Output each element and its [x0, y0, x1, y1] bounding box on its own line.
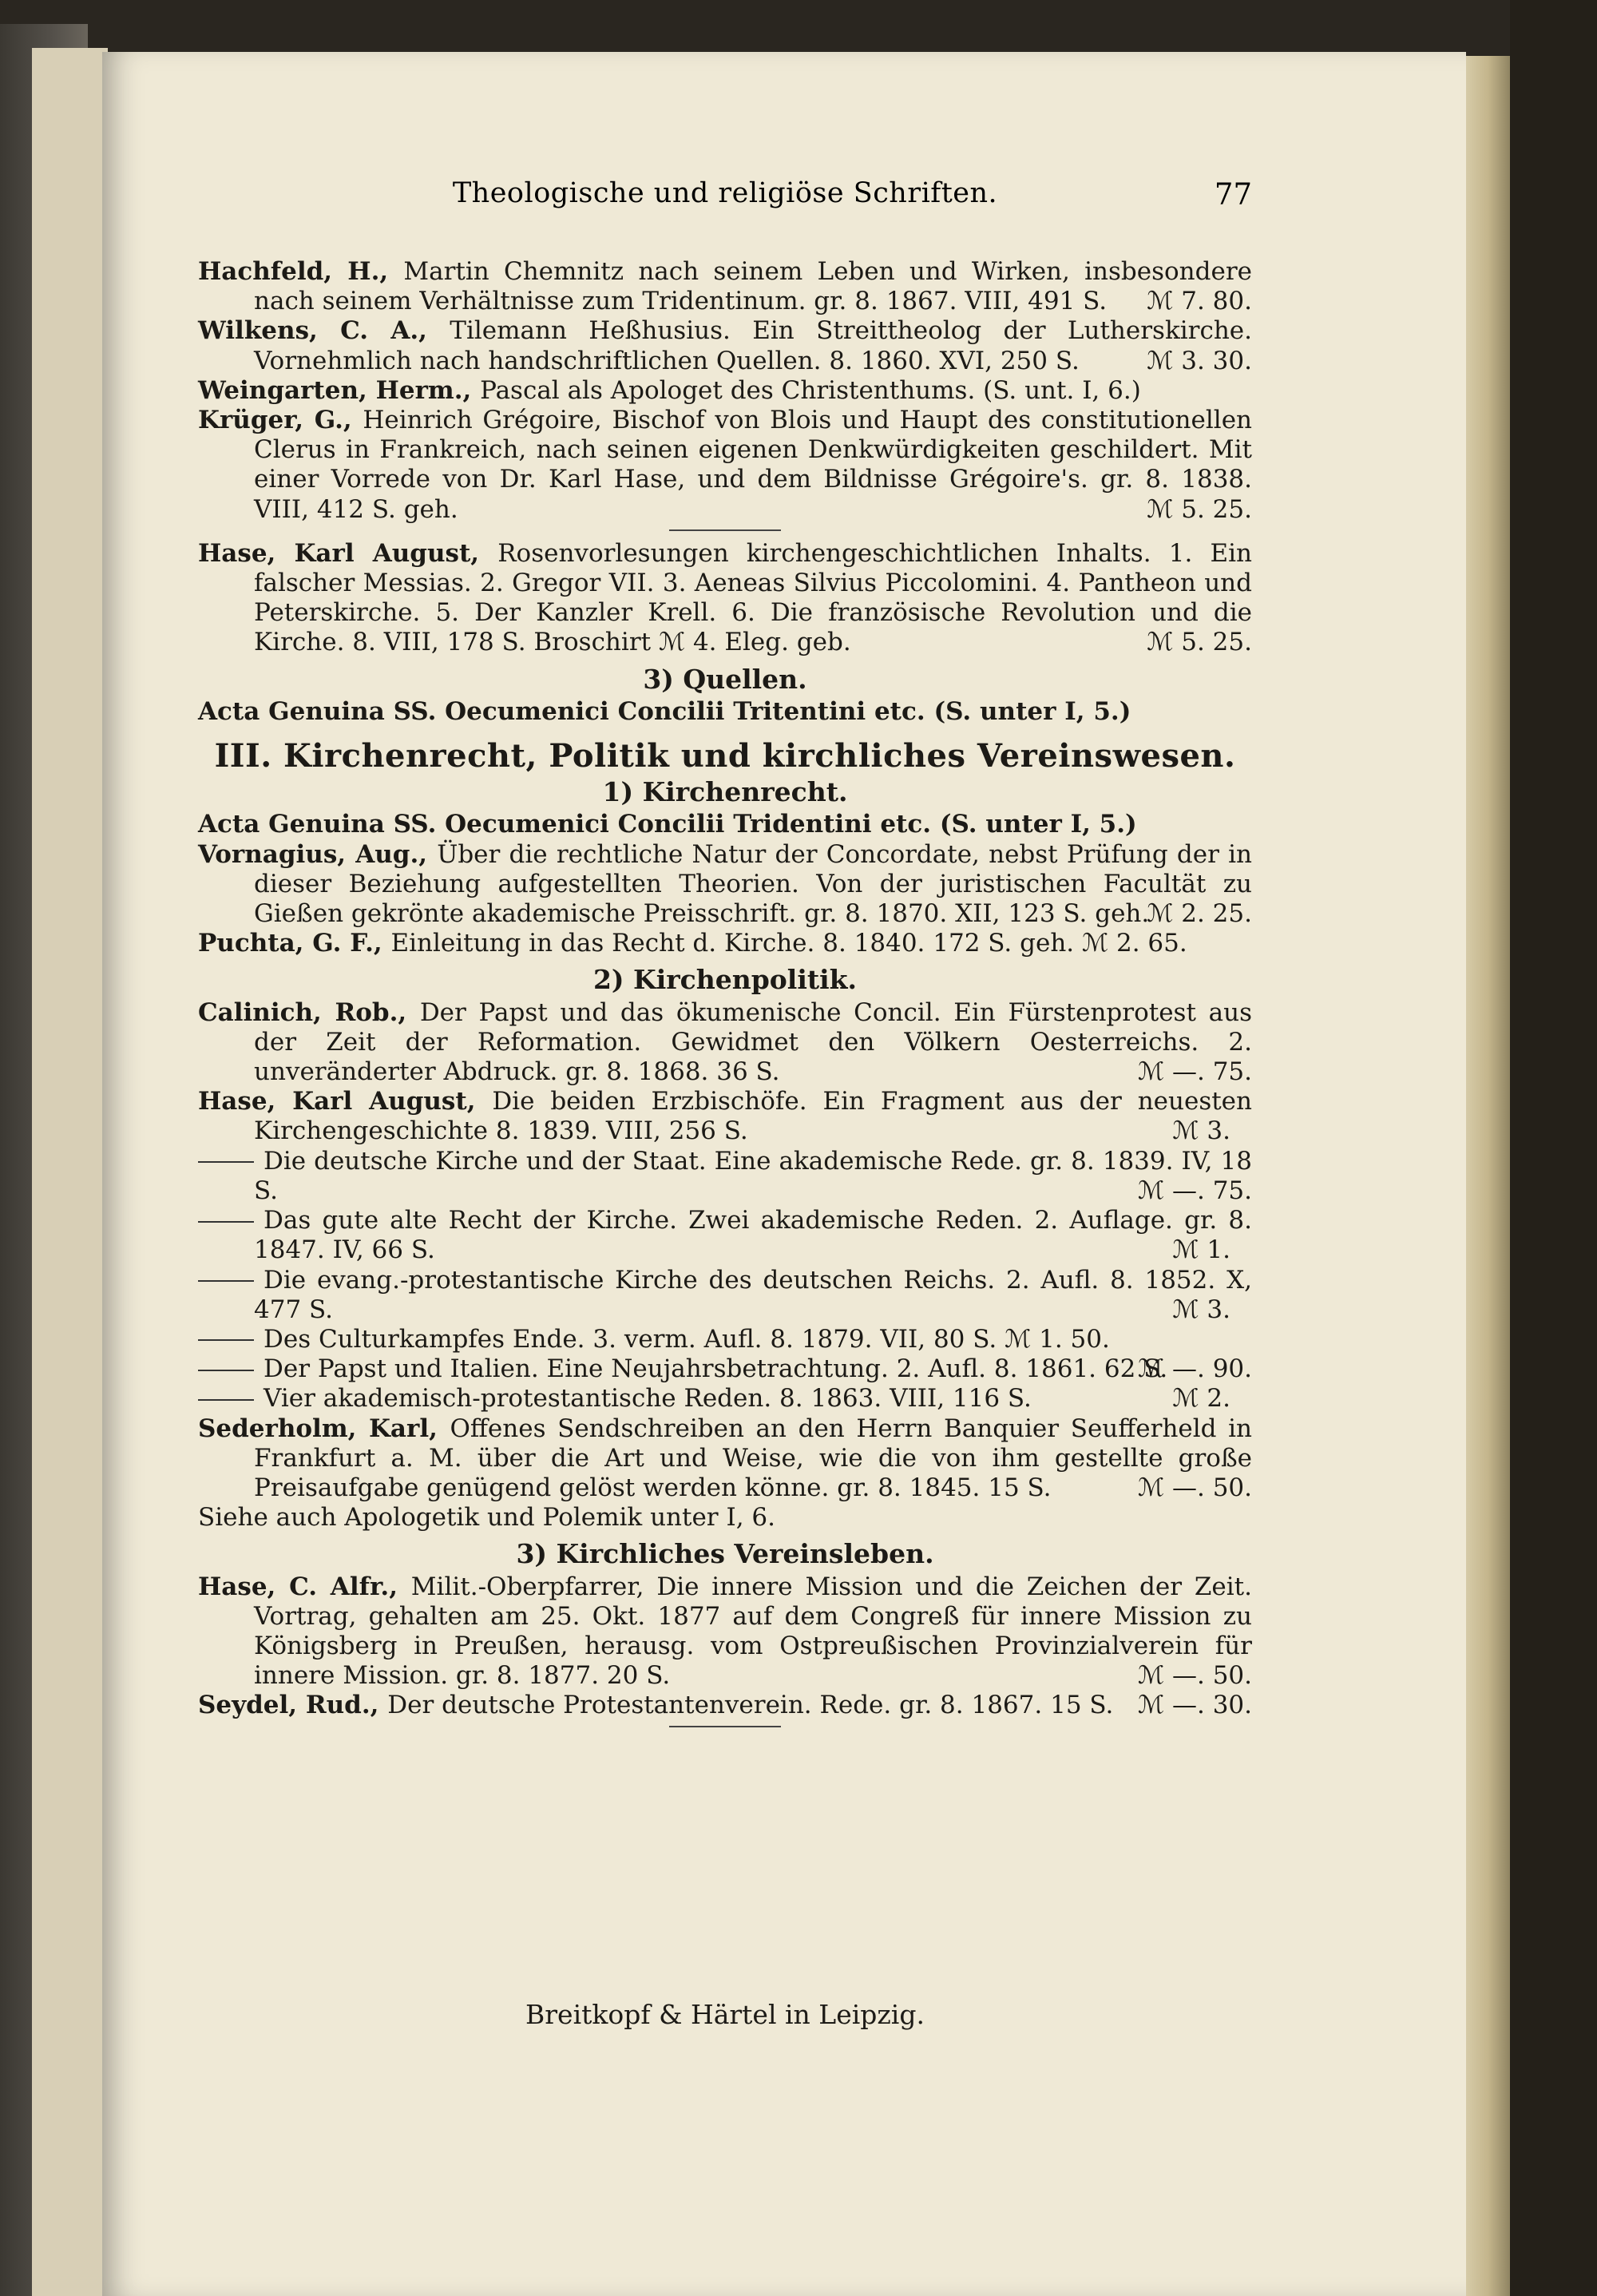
- bibliography-entry: [198, 539, 1252, 658]
- ditto-dash: [198, 1161, 254, 1163]
- ditto-dash: [198, 1221, 254, 1223]
- entry-price: ℳ 3.: [1172, 1295, 1231, 1324]
- entries-vereinsleben: [198, 1572, 1252, 1721]
- acta-entry-2: [198, 810, 1252, 839]
- entry-text: Des Culturkampfes Ende. 3. verm. Aufl. 8. 1879. VII, 80 S. ℳ 1. 50.: [264, 1324, 1110, 1354]
- entry-author: Puchta, G. F.,: [198, 929, 391, 958]
- subheading-kirchenpolitik: 2) Kirchenpolitik.: [592, 964, 858, 996]
- bibliography-entry: [198, 1147, 1252, 1206]
- bibliography-entry: [198, 1503, 1252, 1533]
- entry-price: ℳ —. 50.: [1137, 1473, 1252, 1502]
- entry-text: Die beiden Erzbischöfe. Ein Fragment aus der neuesten Kirchengeschichte 8. 1839. VIII, 256 S.: [254, 1087, 1252, 1146]
- entry-text: Der Papst und das ökumenische Concil. Ein Fürstenprotest aus der Zeit der Reformation. Gewidmet den Völkern Oesterreichs. 2. unveränderter Abdruck. gr. 8. 1868. 36 S.: [254, 997, 1252, 1087]
- bibliography-entry: [198, 1414, 1252, 1504]
- bibliography-entry: [198, 406, 1252, 525]
- entry-price: ℳ —. 50.: [1137, 1661, 1252, 1691]
- bibliography-entry: [198, 257, 1252, 316]
- entry-author: Seydel, Rud.,: [198, 1691, 388, 1720]
- entry-author: Sederholm, Karl,: [198, 1414, 450, 1443]
- entry-author: Vornagius, Aug.,: [198, 839, 438, 869]
- publisher-footer: Breitkopf & Härtel in Leipzig.: [525, 1999, 925, 2030]
- entries-top: [198, 257, 1252, 525]
- bibliography-entry: [198, 376, 1252, 406]
- bibliography-entry: [198, 998, 1252, 1088]
- entry-text: Offenes Sendschreiben an den Herrn Banquier Seufferheld in Frankfurt a. M. über die Art und Weise, wie die von ihm gestellte große Preisaufgabe genügend gelöst werden könne. gr. 8. 1845. 15 S.: [254, 1414, 1252, 1502]
- bibliography-entry: [198, 1206, 1252, 1265]
- running-header: [198, 177, 1252, 217]
- entry-text: Die deutsche Kirche und der Staat. Eine akademische Rede. gr. 8. 1839. IV, 18 S.: [254, 1146, 1252, 1205]
- entry-text: Vier akademisch-protestantische Reden. 8. 1863. VIII, 116 S.: [264, 1384, 1032, 1414]
- entry-text: Pascal als Apologet des Christenthums. (S. unt. I, 6.): [480, 375, 1141, 405]
- entry-text: Tilemann Heßhusius. Ein Streittheolog der Lutherskirche. Vornehmlich nach handschriftlichen Quellen. 8. 1860. XVI, 250 S.: [254, 316, 1252, 375]
- subheading-vereinsleben: 3) Kirchliches Vereinsleben.: [516, 1538, 934, 1570]
- bibliography-entry: [198, 316, 1252, 375]
- bibliography-entry: [198, 1087, 1252, 1146]
- entry-author: Hase, Karl August,: [198, 1087, 493, 1116]
- ditto-dash: [198, 1339, 254, 1341]
- page-number: 77: [1214, 177, 1252, 212]
- entry-text: Einleitung in das Recht d. Kirche. 8. 1840. 172 S. geh. ℳ 2. 65.: [390, 929, 1187, 958]
- entry-price: ℳ 2. 25.: [1147, 899, 1252, 929]
- entry-price: ℳ 2.: [1172, 1384, 1231, 1414]
- entry-price: ℳ 3.: [1172, 1116, 1231, 1146]
- entry-text: Rosenvorlesungen kirchengeschichtlichen Inhalts. 1. Ein falscher Messias. 2. Gregor VII. 3. Aeneas Silvius Piccolomini. 4. Pantheon und Peterskirche. 5. Der Kanzler Krell. 6. Die französische Revolution und die Kirche. 8. VIII, 178 S. Broschirt ℳ 4. Eleg. geb.: [254, 538, 1252, 657]
- entry-text: Das gute alte Recht der Kirche. Zwei akademische Reden. 2. Auflage. gr. 8. 1847. IV, 66 S.: [254, 1206, 1252, 1265]
- divider-bottom: [669, 1726, 781, 1727]
- bibliography-entry: [198, 840, 1252, 930]
- entries-kirchenrecht: [198, 840, 1252, 959]
- entry-price: ℳ 1.: [1172, 1235, 1231, 1265]
- entry-text: Die evang.-protestantische Kirche des deutschen Reichs. 2. Aufl. 8. 1852. X, 477 S.: [254, 1265, 1252, 1324]
- entry-text: Der Papst und Italien. Eine Neujahrsbetrachtung. 2. Aufl. 8. 1861. 62 S.: [264, 1354, 1168, 1384]
- entry-price: ℳ 5. 25.: [1147, 628, 1252, 657]
- entry-price: ℳ —. 75.: [1137, 1057, 1252, 1087]
- bibliography-entry: [198, 1572, 1252, 1691]
- ditto-dash: [198, 1280, 254, 1282]
- acta-title-1: Acta Genuina SS. Oecumenici Concilii Tritentini etc. (S. unter I, 5.): [198, 696, 1131, 726]
- divider: [669, 529, 781, 531]
- entry-author: Krüger, G.,: [198, 406, 363, 435]
- bibliography-entry: [198, 1354, 1252, 1384]
- entry-price: ℳ —. 30.: [1137, 1691, 1252, 1720]
- bibliography-entry: [198, 1384, 1252, 1414]
- entry-author: Calinich, Rob.,: [198, 997, 420, 1027]
- bibliography-entry: [198, 1325, 1252, 1354]
- entry-text: Heinrich Grégoire, Bischof von Blois und Haupt des constitutionellen Clerus in Frankreich, nach seinen eigenen Denkwürdigkeiten geschildert. Mit einer Vorrede von Dr. Karl Hase, und dem Bildnisse Grégoire's. gr. 8. 1838. VIII, 412 S. geh.: [254, 406, 1252, 524]
- page-stack-edge: [1466, 56, 1510, 2296]
- entries-kirchenpolitik: [198, 998, 1252, 1533]
- entry-author: Hase, Karl August,: [198, 538, 498, 568]
- entry-price: ℳ —. 75.: [1137, 1176, 1252, 1205]
- running-title: Theologische und religiöse Schriften.: [452, 177, 998, 209]
- entry-text: Der deutsche Protestantenverein. Rede. gr. 8. 1867. 15 S.: [387, 1691, 1114, 1720]
- entry-price: ℳ 3. 30.: [1147, 346, 1252, 375]
- bibliography-entry: [198, 929, 1252, 958]
- left-page-edge: [32, 48, 108, 2296]
- entry-text: Martin Chemnitz nach seinem Leben und Wirken, insbesondere nach seinem Verhältnisse zum Tridentinum. gr. 8. 1867. VIII, 491 S.: [254, 257, 1252, 316]
- section-heading-iii: III. Kirchenrecht, Politik und kirchliches Vereinswesen.: [214, 737, 1236, 775]
- entry-text: Milit.-Oberpfarrer, Die innere Mission und die Zeichen der Zeit. Vortrag, gehalten am 25. Okt. 1877 auf dem Congreß für innere Mission zu Königsberg in Preußen, herausg. vom Ostpreußischen Provinzialverein für innere Mission. gr. 8. 1877. 20 S.: [254, 1572, 1252, 1691]
- entry-author: Hase, C. Alfr.,: [198, 1572, 411, 1601]
- entry-hase-rosenvorlesungen: [198, 539, 1252, 658]
- subheading-quellen: 3) Quellen.: [643, 663, 807, 695]
- entry-text: Über die rechtliche Natur der Concordate, nebst Prüfung der in dieser Beziehung aufgestellten Theorien. Von der juristischen Facultät zu Gießen gekrönte akademische Preisschrift. gr. 8. 1870. XII, 123 S. geh.: [254, 839, 1252, 929]
- entry-text: Siehe auch Apologetik und Polemik unter I, 6.: [198, 1503, 776, 1533]
- ditto-dash: [198, 1370, 254, 1371]
- entry-price: ℳ 7. 80.: [1147, 287, 1252, 316]
- entry-author: Weingarten, Herm.,: [198, 375, 481, 405]
- ditto-dash: [198, 1399, 254, 1401]
- bibliography-entry: [198, 1266, 1252, 1325]
- entry-author: Wilkens, C. A.,: [198, 316, 450, 346]
- acta-entry-1: [198, 697, 1252, 727]
- entry-price: ℳ 5. 25.: [1147, 494, 1252, 524]
- acta-title-2: Acta Genuina SS. Oecumenici Concilii Tridentini etc. (S. unter I, 5.): [198, 810, 1137, 839]
- entry-price: ℳ —. 90.: [1137, 1354, 1252, 1384]
- bibliography-entry: [198, 1691, 1252, 1720]
- subheading-kirchenrecht: 1) Kirchenrecht.: [602, 776, 848, 808]
- background-right: [1510, 0, 1597, 2296]
- entry-author: Hachfeld, H.,: [198, 257, 404, 286]
- page-body: [198, 257, 1252, 1735]
